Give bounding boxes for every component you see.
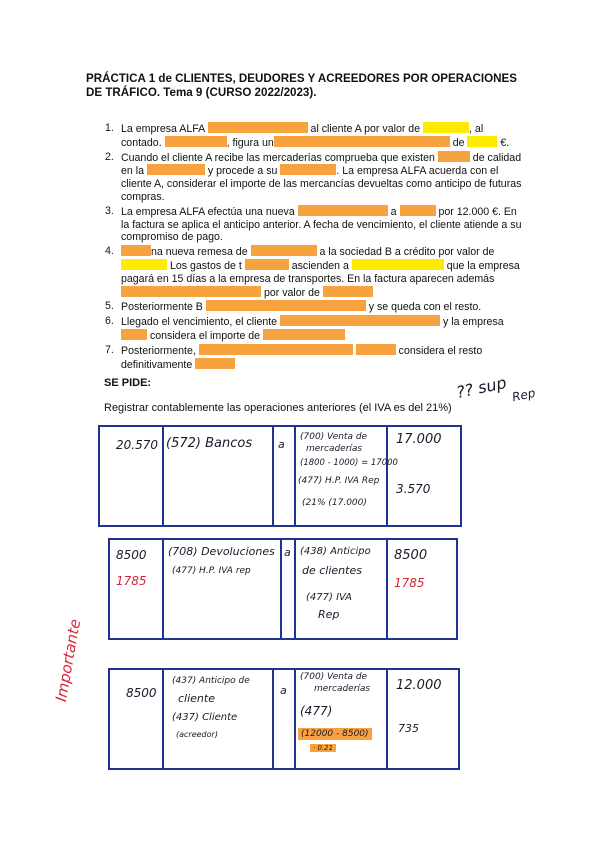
credit-amount: 17.000	[396, 432, 442, 447]
redaction-highlight	[400, 205, 436, 216]
list-item	[105, 315, 525, 343]
redaction-highlight	[121, 286, 261, 297]
item-number: 5.	[105, 300, 114, 313]
item-text: Los gastos de t	[169, 259, 242, 272]
exercise-list	[105, 122, 525, 372]
item-text: , al contado.	[121, 123, 484, 149]
redaction-highlight	[356, 344, 396, 355]
se-pide-heading: SE PIDE:	[104, 377, 152, 389]
credit-amount: 8500	[394, 548, 428, 563]
item-text: Llegado el vencimiento, el cliente	[121, 316, 278, 329]
debit-amount-2: 1785	[116, 574, 147, 588]
debit-account: (572) Bancos	[166, 436, 253, 451]
redaction-highlight	[245, 259, 289, 270]
credit-account: (700) Venta de	[300, 672, 368, 682]
item-number: 6.	[105, 315, 114, 328]
redaction-highlight	[323, 286, 373, 297]
credit-account-2: (477) IVA	[306, 592, 353, 603]
item-number: 4.	[105, 245, 114, 258]
item-text: considera el importe de	[149, 329, 261, 342]
column-divider	[386, 425, 388, 527]
list-item	[105, 205, 525, 244]
redaction-highlight	[165, 136, 227, 147]
list-item	[105, 300, 525, 314]
redaction-highlight	[467, 136, 497, 147]
redaction-highlight	[195, 358, 235, 369]
debit-amount: 20.570	[116, 438, 158, 452]
credit-account-2-line2: Rep	[318, 608, 340, 621]
credit-calculation-2: · 0.21	[310, 744, 336, 752]
column-divider	[386, 668, 388, 770]
redaction-highlight	[208, 122, 308, 133]
redaction-highlight	[274, 136, 450, 147]
credit-account-line2: de clientes	[302, 564, 362, 577]
redaction-highlight	[199, 344, 353, 355]
item-text: €.	[500, 136, 510, 149]
column-divider	[280, 538, 282, 640]
debit-account: (708) Devoluciones	[168, 545, 275, 558]
redaction-highlight	[121, 245, 151, 256]
item-text: y se queda con el resto.	[368, 301, 482, 314]
entry-separator: a	[280, 684, 287, 697]
debit-account-2: (437) Cliente	[172, 712, 238, 723]
item-number: 3.	[105, 204, 114, 217]
redaction-highlight	[280, 315, 440, 326]
credit-account-2: (477) H.P. IVA Rep	[298, 476, 380, 486]
column-divider	[162, 425, 164, 527]
list-item	[105, 122, 525, 150]
credit-account: (700) Venta de	[300, 432, 368, 442]
list-item	[105, 151, 525, 204]
item-text: ascienden a	[291, 259, 349, 272]
column-divider	[386, 538, 388, 640]
column-divider	[272, 668, 274, 770]
item-text: al cliente A por valor de	[310, 123, 421, 135]
item-text: Cuando el cliente A recibe las mercaderías comprueba que existen	[121, 151, 435, 164]
credit-account-line2: mercaderías	[306, 444, 363, 454]
item-text: . La empresa ALFA acuerda con el cliente A, considerar el importe de las mercancías devueltas como anticipo de futuras compras.	[121, 165, 522, 203]
redaction-highlight	[121, 259, 167, 270]
item-text: a	[390, 205, 397, 218]
credit-amount: 12.000	[396, 678, 442, 693]
item-text: por valor de	[263, 286, 320, 299]
credit-amount-2: 1785	[394, 576, 425, 590]
instruction-text: Registrar contablemente las operaciones anteriores (el IVA es del 21%)	[104, 402, 452, 414]
item-text: na nueva remesa de	[151, 246, 248, 259]
entry-separator: a	[278, 438, 285, 451]
debit-account-line2: cliente	[178, 692, 215, 705]
credit-amount-2: 735	[398, 722, 419, 735]
item-text: de	[452, 136, 465, 149]
credit-account-2: (477)	[300, 704, 333, 718]
item-text: Posteriormente B	[121, 301, 203, 314]
credit-calculation-2: (21% (17.000)	[302, 498, 367, 508]
redaction-highlight	[438, 151, 470, 162]
redaction-highlight	[352, 259, 444, 270]
item-text: y procede a su	[207, 165, 278, 178]
column-divider	[294, 668, 296, 770]
item-text: considera el resto definitivamente	[121, 344, 483, 371]
item-text: por 12.000 €. En la factura se aplica el anticipo anterior. A fecha de vencimiento, el cliente atiende a su compromiso de pago.	[121, 205, 522, 244]
redaction-highlight	[298, 205, 388, 216]
credit-calculation: (1800 - 1000) = 17000	[300, 458, 398, 468]
handwritten-note-rep: Rep	[510, 385, 537, 405]
debit-account-2-line2: (acreedor)	[176, 730, 218, 739]
credit-calculation: (12000 - 8500)	[298, 728, 372, 740]
side-note-importante: Importante	[52, 617, 85, 704]
redaction-highlight	[147, 164, 205, 175]
column-divider	[272, 425, 274, 527]
redaction-highlight	[251, 245, 317, 256]
handwritten-note: ?? sup	[454, 372, 509, 403]
entry-separator: a	[284, 546, 291, 559]
item-number: 2.	[105, 150, 114, 163]
list-item	[105, 245, 525, 299]
item-number: 1.	[105, 122, 114, 134]
item-number: 7.	[105, 343, 114, 356]
list-item	[105, 344, 525, 372]
item-text: que la empresa pagará en 15 días a la empresa de transportes. En la factura aparecen además	[121, 259, 520, 285]
item-text: , figura un	[226, 136, 274, 149]
item-text: de calidad en la	[121, 151, 522, 178]
item-text: La empresa ALFA	[121, 123, 205, 135]
debit-amount: 8500	[116, 548, 147, 562]
credit-account: (438) Anticipo	[300, 546, 371, 557]
column-divider	[294, 425, 296, 527]
item-text: Posteriormente,	[121, 344, 196, 357]
debit-account: (437) Anticipo de	[172, 676, 250, 686]
column-divider	[162, 538, 164, 640]
column-divider	[162, 668, 164, 770]
redaction-highlight	[263, 329, 345, 340]
credit-account-line2: mercaderías	[314, 684, 371, 694]
item-text: y la empresa	[442, 316, 504, 329]
credit-amount-2: 3.570	[396, 482, 431, 496]
item-text: La empresa ALFA efectúa una nueva	[121, 205, 295, 218]
item-text: a la sociedad B a crédito por valor de	[319, 246, 495, 259]
debit-amount: 8500	[126, 686, 157, 700]
column-divider	[294, 538, 296, 640]
redaction-highlight	[121, 329, 147, 340]
redaction-highlight	[423, 122, 469, 133]
document-title: PRÁCTICA 1 de CLIENTES, DEUDORES Y ACREEDORES POR OPERACIONES DE TRÁFICO. Tema 9 (CURSO 2022/2023).	[86, 72, 517, 99]
redaction-highlight	[206, 300, 366, 311]
redaction-highlight	[280, 164, 336, 175]
debit-account-2: (477) H.P. IVA rep	[172, 566, 251, 576]
